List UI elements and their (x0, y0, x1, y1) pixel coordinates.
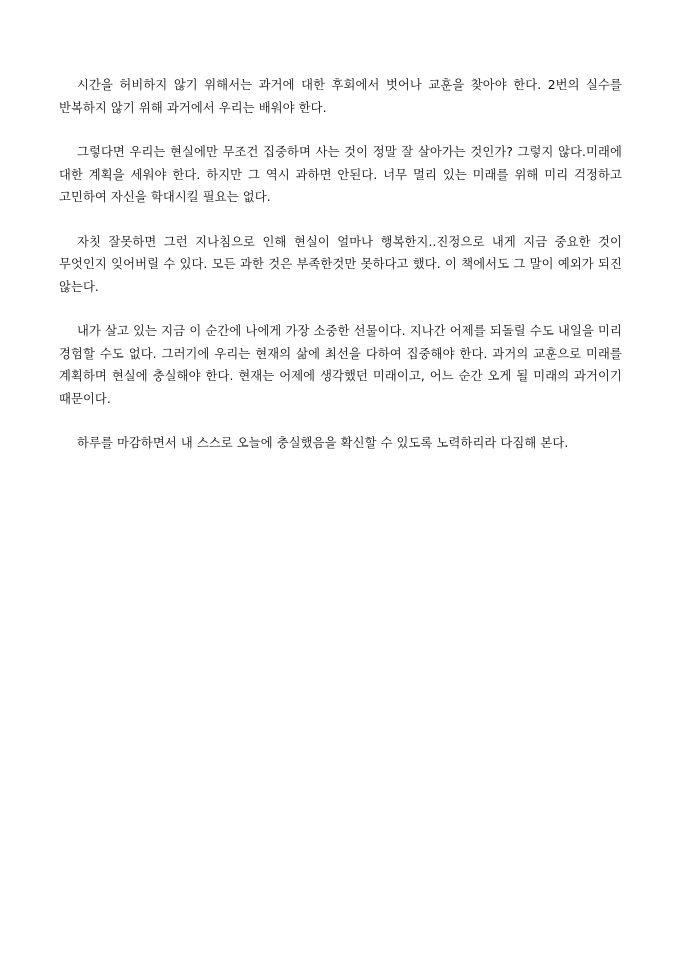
paragraph-1: 시간을 허비하지 않기 위해서는 과거에 대한 후회에서 벗어나 교훈을 찾아야 한다. 2번의 실수를 반복하지 않기 위해 과거에서 우리는 배워야 한다. (59, 78, 622, 115)
paragraph-5: 하루를 마감하면서 내 스스로 오늘에 충실했음을 확신할 수 있도록 노력하리라 다짐해 본다. (77, 436, 569, 450)
paragraph-4: 내가 살고 있는 지금 이 순간에 나에게 가장 소중한 선물이다. 지나간 어제를 되돌릴 수도 내일을 미리 경험할 수도 없다. 그러기에 우리는 현재의 삶에 최선을 다하여 집중해야 한다. 과거의 교훈으로 미래를 계획하며 현실에 충실해야 한다. 현재는 어제에 생각했던 미래이고, 어느 순간 오게 될 미래의 과거이기 때문이다. (59, 324, 622, 406)
paragraph-3: 자칫 잘못하면 그런 지나침으로 인해 현실이 얼마나 행복한지..진정으로 내게 지금 중요한 것이 무엇인지 잊어버릴 수 있다. 모든 과한 것은 부족한것만 못하다고 했다. 이 책에서도 그 말이 예외가 되진 않는다. (59, 234, 622, 294)
document-body (59, 74, 622, 477)
paragraph-2: 그렇다면 우리는 현실에만 무조건 집중하며 사는 것이 정말 잘 살아가는 것인가? 그렇지 않다.미래에 대한 계획을 세워야 한다. 하지만 그 역시 과하면 안된다. 너무 멀리 있는 미래를 위해 미리 걱정하고 고민하여 자신을 학대시킬 필요는 없다. (59, 145, 622, 204)
